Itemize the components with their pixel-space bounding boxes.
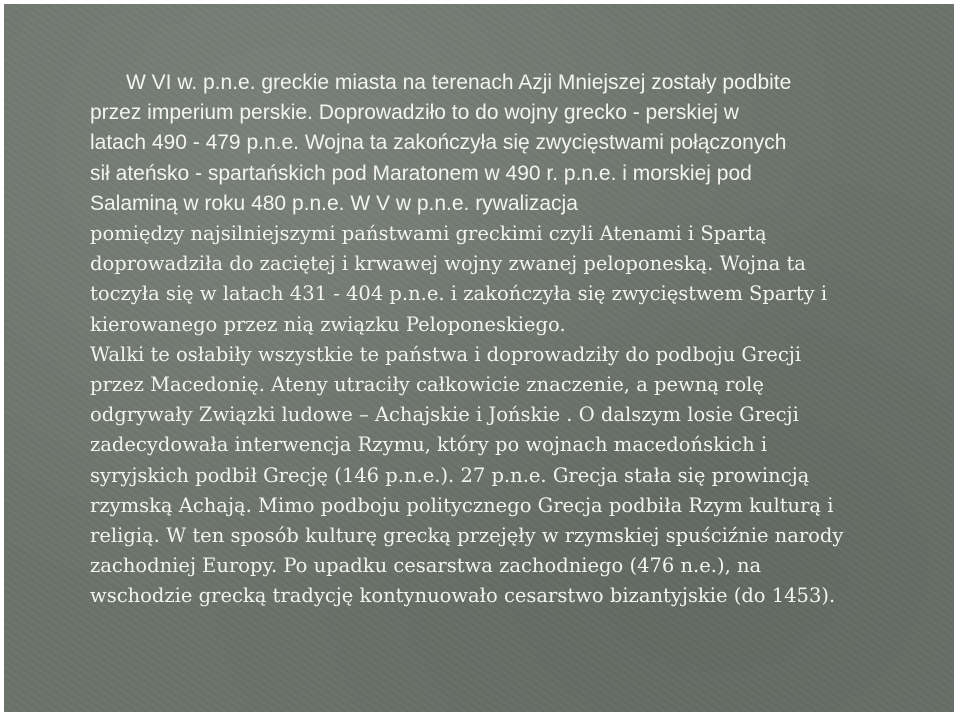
text-line: kierowanego przez nią związku Peloponeskiego. xyxy=(90,312,566,336)
text-line: Walki te osłabiły wszystkie te państwa i doprowadziły do podboju Grecji xyxy=(90,342,802,366)
text-line: toczyła się w latach 431 - 404 p.n.e. i zakończyła się zwycięstwem Sparty i xyxy=(90,282,828,306)
text-line: sił ateńsko - spartańskich pod Maratonem w 490 r. p.n.e. i morskiej pod xyxy=(90,161,752,185)
text-line: zadecydowała interwencja Rzymu, który po wojnach macedońskich i xyxy=(90,433,768,457)
text-line: przez imperium perskie. Doprowadziło to do wojny grecko - perskiej w xyxy=(90,101,739,125)
text-line: W VI w. p.n.e. greckie miasta na terenach Azji Mniejszej zostały podbite xyxy=(126,71,792,94)
text-line: przez Macedonię. Ateny utraciły całkowicie znaczenie, a pewną rolę xyxy=(90,373,764,397)
text-line: zachodniej Europy. Po upadku cesarstwa zachodniego (476 n.e.), na xyxy=(90,554,762,578)
text-line: Salaminą w roku 480 p.n.e. W V w p.n.e. rywalizacja xyxy=(90,191,578,215)
text-line: doprowadziła do zaciętej i krwawej wojny zwanej peloponeską. Wojna ta xyxy=(90,252,806,276)
text-line: rzymską Achają. Mimo podboju politycznego Grecja podbiła Rzym kulturą i xyxy=(90,493,834,517)
text-line: wschodzie grecką tradycję kontynuowało cesarstwo bizantyjskie (do 1453). xyxy=(90,584,836,608)
text-line: syryjskich podbił Grecję (146 p.n.e.). 27 p.n.e. Grecja stała się prowincją xyxy=(90,463,810,487)
text-line: pomiędzy najsilniejszymi państwami greckimi czyli Atenami i Spartą xyxy=(90,222,767,246)
text-line: religią. W ten sposób kulturę grecką przejęły w rzymskiej spuściźnie narody xyxy=(90,524,844,548)
body-text xyxy=(90,68,880,612)
text-line: latach 490 - 479 p.n.e. Wojna ta zakończyła się zwycięstwami połączonych xyxy=(90,131,787,155)
text-line: odgrywały Związki ludowe – Achajskie i Jońskie . O dalszym losie Grecji xyxy=(90,403,799,427)
slide-background xyxy=(4,4,954,712)
